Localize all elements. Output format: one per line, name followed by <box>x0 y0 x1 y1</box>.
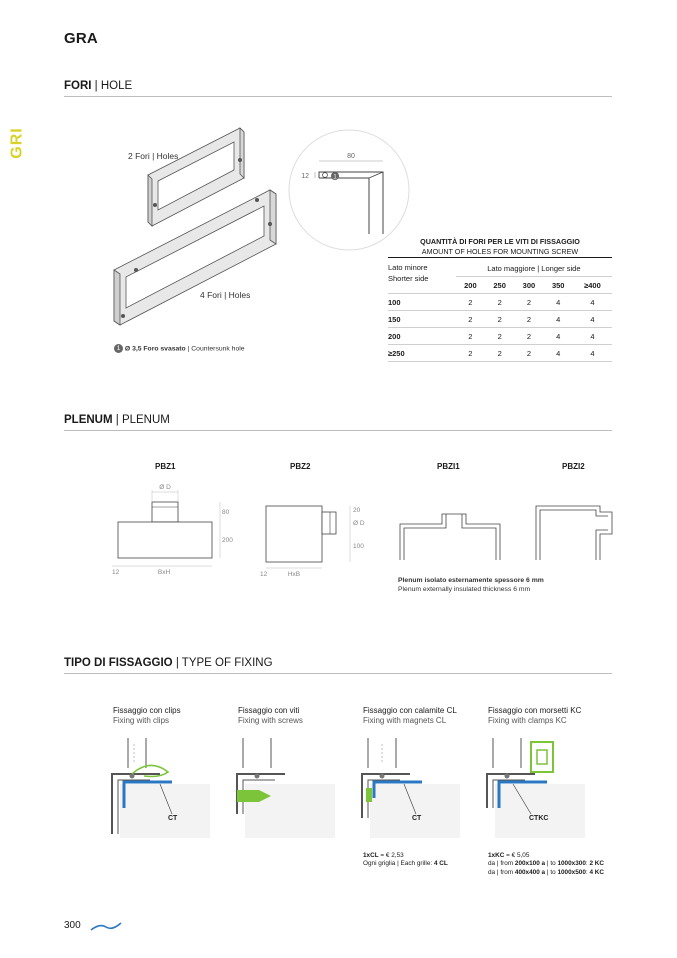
dim-hxb: HxB <box>287 571 301 578</box>
fixing-screws-drawing <box>235 738 335 838</box>
code-ctkc: CTKC <box>529 815 549 822</box>
col-header: 250 <box>493 280 506 290</box>
plenum-heading: PLENUM | PLENUM <box>64 414 170 426</box>
dim-12: 12 <box>112 569 120 576</box>
pbz1-drawing <box>108 480 268 580</box>
divider <box>64 673 612 674</box>
dim-200: 200 <box>222 537 233 544</box>
col-header: 200 <box>464 280 477 290</box>
col-header: 350 <box>551 280 565 290</box>
dim-100: 100 <box>353 543 364 550</box>
dim-20: 20 <box>353 507 361 514</box>
countersunk-note: 1 Ø 3,5 Foro svasato | Countersunk hole <box>114 344 245 353</box>
fixing-clips-drawing <box>110 738 210 838</box>
holes-table-title: QUANTITÀ DI FORI PER LE VITI DI FISSAGGIO AMOUNT OF HOLES FOR MOUNTING SCREW <box>420 237 580 256</box>
col-header: ≥400 <box>584 280 601 290</box>
pbzi2-drawing <box>530 500 620 570</box>
wave-logo-icon <box>90 921 122 933</box>
table-top-rule <box>388 257 612 258</box>
dim-12: 12 <box>260 571 268 578</box>
dim-dia: Ø D <box>159 484 171 491</box>
dim-dia: Ø D <box>353 520 365 527</box>
insulation-note: Plenum isolato esternamente spessore 6 mm Plenum externally insulated thickness 6 mm <box>398 577 544 593</box>
table-row: ≥250 2 2 2 4 4 <box>388 345 612 362</box>
code-ct: CT <box>168 815 178 822</box>
holes-table <box>388 260 612 362</box>
fixing-screws-title: Fissaggio con viti Fixing with screws <box>238 706 303 725</box>
table-row: 200 2 2 2 4 4 <box>388 328 612 345</box>
code-ct: CT <box>412 815 422 822</box>
pbzi1-drawing <box>396 500 506 570</box>
divider <box>64 430 612 431</box>
two-holes-label: 2 Fori | Holes <box>128 151 179 161</box>
dim-80: 80 <box>347 153 355 160</box>
dim-12: 12 <box>301 173 309 180</box>
fixing-clamps-drawing <box>485 738 585 838</box>
divider <box>64 96 612 97</box>
model-pbzi1: PBZI1 <box>437 462 460 471</box>
table-row: 150 2 2 2 4 4 <box>388 311 612 328</box>
kc-price: 1xKC = € 5,05 da | from 200x100 a | to 1000x300: 2 KC da | from 400x400 a | to 1000x500: 4 KC <box>488 852 604 876</box>
holes-heading: FORI | HOLE <box>64 80 133 92</box>
table-row: 100 2 2 2 4 4 <box>388 294 612 311</box>
fixing-magnets-drawing <box>360 738 460 838</box>
marker-icon: 1 <box>114 344 123 353</box>
col-group-header: Lato maggiore | Longer side <box>456 260 612 277</box>
pbz2-drawing <box>258 500 378 580</box>
col-header: 300 <box>522 280 536 290</box>
dim-bxh: BxH <box>157 569 171 576</box>
page-title: GRA <box>64 30 98 47</box>
row-header: Lato minore Shorter side <box>388 263 429 283</box>
model-pbz1: PBZ1 <box>155 462 176 471</box>
marker-digit: 1 <box>333 174 337 181</box>
four-holes-label: 4 Fori | Holes <box>200 290 251 300</box>
hole-detail <box>287 128 411 252</box>
page-number: 300 <box>64 920 81 931</box>
side-tab <box>6 128 28 160</box>
fixing-heading: TIPO DI FISSAGGIO | TYPE OF FIXING <box>64 657 273 669</box>
model-pbzi2: PBZI2 <box>562 462 585 471</box>
fixing-magnets-title: Fissaggio con calamite CL Fixing with magnets CL <box>363 706 457 725</box>
dim-80: 80 <box>222 509 230 516</box>
cl-price: 1xCL = € 2,53 Ogni griglia | Each grille: 4 CL <box>363 852 448 868</box>
fixing-clips-title: Fissaggio con clips Fixing with clips <box>113 706 181 725</box>
side-tab-label: GRI <box>8 127 26 159</box>
fixing-clamps-title: Fissaggio con morsetti KC Fixing with clamps KC <box>488 706 582 725</box>
model-pbz2: PBZ2 <box>290 462 311 471</box>
